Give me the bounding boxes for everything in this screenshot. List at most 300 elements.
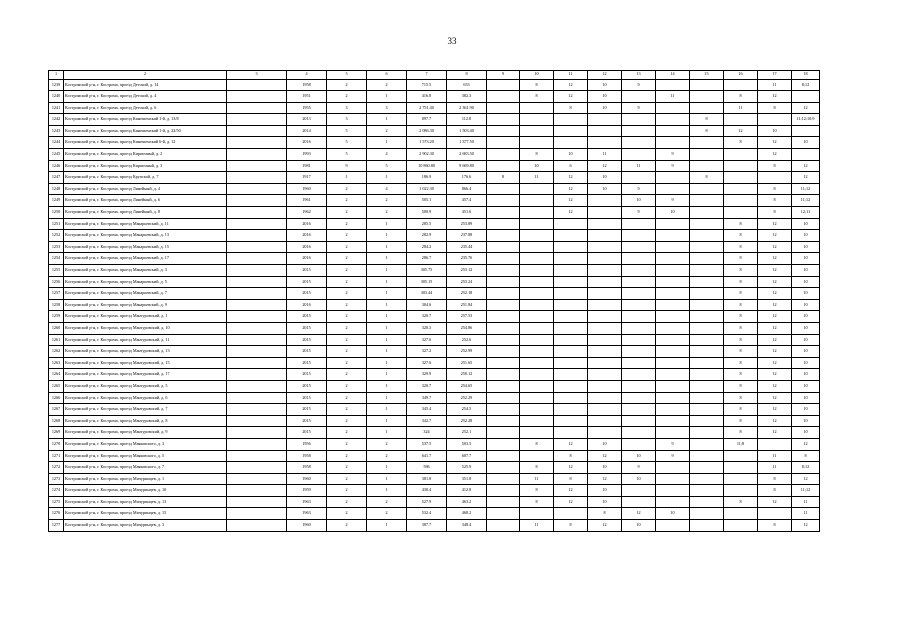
table-cell xyxy=(554,357,588,369)
table-cell xyxy=(690,241,724,253)
table-cell: 2 086.30 xyxy=(407,125,447,137)
table-cell: 5 xyxy=(367,160,407,172)
table-cell: 2 xyxy=(327,299,367,311)
table-cell: 8 xyxy=(724,311,758,323)
table-cell xyxy=(588,392,622,404)
address-cell: Костромской р-н, г. Кострома, проезд Мичуринцев, д. 10 xyxy=(64,485,227,497)
table-cell: 10 xyxy=(656,207,690,219)
table-cell: 250.12 xyxy=(447,369,487,381)
table-cell: 282.9 xyxy=(407,230,447,242)
table-cell: 8 xyxy=(724,265,758,277)
table-cell: 1 xyxy=(367,230,407,242)
table-cell xyxy=(520,404,554,416)
table-cell xyxy=(554,427,588,439)
row-number-cell: 1272 xyxy=(49,462,64,474)
table-cell: 2 xyxy=(367,450,407,462)
table-cell: 10 xyxy=(588,91,622,103)
table-cell xyxy=(690,369,724,381)
table-cell xyxy=(622,380,656,392)
table-row xyxy=(49,473,820,485)
table-cell: 12 xyxy=(758,230,792,242)
column-number-header: 2 xyxy=(64,71,227,80)
address-cell: Костромской р-н, г. Кострома, проезд Линейный, д. 4 xyxy=(64,183,227,195)
table-cell xyxy=(690,149,724,161)
table-cell xyxy=(724,520,758,532)
address-cell: Костромской р-н, г. Кострома, проезд Мичуринцев, д. 3 xyxy=(64,520,227,532)
row-number-cell: 1275 xyxy=(49,496,64,508)
table-cell: 12 xyxy=(758,427,792,439)
table-cell xyxy=(487,322,520,334)
table-cell xyxy=(656,253,690,265)
table-cell xyxy=(520,183,554,195)
table-cell xyxy=(520,369,554,381)
table-cell: 2015 xyxy=(287,415,327,427)
row-number-cell: 1249 xyxy=(49,195,64,207)
table-cell xyxy=(588,218,622,230)
table-cell: 9 xyxy=(327,160,367,172)
column-number-header: 16 xyxy=(724,71,758,80)
table-cell xyxy=(227,369,287,381)
table-cell xyxy=(758,438,792,450)
table-cell xyxy=(690,404,724,416)
table-cell: 2 xyxy=(367,79,407,91)
table-cell xyxy=(487,288,520,300)
table-cell: 12 xyxy=(622,508,656,520)
table-cell xyxy=(622,241,656,253)
table-cell xyxy=(588,207,622,219)
address-cell: Костромской р-н, г. Кострома, проезд Мантуровский, д. 13 xyxy=(64,346,227,358)
table-cell: 4 xyxy=(367,149,407,161)
table-cell xyxy=(724,462,758,474)
table-cell xyxy=(487,415,520,427)
table-cell: 8 xyxy=(520,485,554,497)
table-cell: 8 xyxy=(520,462,554,474)
table-cell: 2 xyxy=(327,380,367,392)
table-cell: 715.5 xyxy=(407,79,447,91)
table-cell: 2014 xyxy=(287,125,327,137)
table-cell xyxy=(622,91,656,103)
table-cell: 8 xyxy=(724,276,758,288)
table-cell: 12 xyxy=(758,311,792,323)
table-cell xyxy=(554,137,588,149)
row-number-cell: 1243 xyxy=(49,125,64,137)
table-cell xyxy=(690,334,724,346)
table-cell: 457.4 xyxy=(447,195,487,207)
table-cell xyxy=(588,137,622,149)
table-cell xyxy=(656,218,690,230)
table-cell xyxy=(690,137,724,149)
table-cell xyxy=(487,79,520,91)
table-cell xyxy=(487,462,520,474)
table-cell: 12 xyxy=(758,218,792,230)
table-cell xyxy=(227,276,287,288)
table-cell xyxy=(656,114,690,126)
table-cell: 12 xyxy=(758,346,792,358)
housing-register-table xyxy=(48,70,820,532)
table-cell: 345.4 xyxy=(407,404,447,416)
table-cell: 3 xyxy=(327,114,367,126)
table-cell: 2015 xyxy=(287,427,327,439)
table-cell: 324 xyxy=(407,427,447,439)
column-number-header: 9 xyxy=(487,71,520,80)
table-cell: 2 xyxy=(327,357,367,369)
table-cell: 12 xyxy=(554,79,588,91)
table-cell: 252.18 xyxy=(447,288,487,300)
table-cell: 2 xyxy=(327,508,367,520)
table-cell xyxy=(588,114,622,126)
row-number-cell: 1260 xyxy=(49,322,64,334)
table-cell: 305.75 xyxy=(407,265,447,277)
table-cell: 12 xyxy=(554,172,588,184)
table-cell xyxy=(227,79,287,91)
table-cell xyxy=(690,450,724,462)
table-cell xyxy=(227,346,287,358)
table-cell xyxy=(656,265,690,277)
table-cell: 12 xyxy=(588,450,622,462)
table-row xyxy=(49,253,820,265)
table-cell: 1955 xyxy=(287,102,327,114)
table-cell: 1960 xyxy=(287,473,327,485)
table-cell xyxy=(487,404,520,416)
column-number-header: 6 xyxy=(367,71,407,80)
table-cell xyxy=(588,415,622,427)
table-cell: 3 xyxy=(367,102,407,114)
table-cell: 2015 xyxy=(287,265,327,277)
table-cell: 9 669.80 xyxy=(447,160,487,172)
table-cell: 8 xyxy=(690,114,724,126)
table-cell xyxy=(487,102,520,114)
table-cell: 10 xyxy=(588,438,622,450)
row-number-cell: 1268 xyxy=(49,415,64,427)
table-cell xyxy=(656,230,690,242)
table-cell xyxy=(656,380,690,392)
table-cell: 12 xyxy=(758,91,792,103)
table-cell xyxy=(227,520,287,532)
address-cell: Костромской р-н, г. Кострома, проезд Мичуринцев, д. 1 xyxy=(64,473,227,485)
table-cell: 463.2 xyxy=(447,496,487,508)
table-cell xyxy=(227,195,287,207)
row-number-cell: 1258 xyxy=(49,299,64,311)
table-cell xyxy=(588,253,622,265)
table-row xyxy=(49,241,820,253)
address-cell: Костромской р-н, г. Кострома, проезд Мичуринцев, д. 13 xyxy=(64,496,227,508)
table-row xyxy=(49,265,820,277)
table-cell xyxy=(227,334,287,346)
table-cell xyxy=(487,114,520,126)
table-cell xyxy=(554,114,588,126)
table-cell: 8 xyxy=(724,241,758,253)
table-row xyxy=(49,392,820,404)
table-cell: 1 xyxy=(367,114,407,126)
table-cell: 2 xyxy=(327,253,367,265)
table-cell xyxy=(690,288,724,300)
table-cell xyxy=(588,265,622,277)
table-cell xyxy=(656,137,690,149)
table-cell: 2 xyxy=(327,183,367,195)
table-cell xyxy=(554,334,588,346)
table-cell: 257.53 xyxy=(447,311,487,323)
table-cell: 1961 xyxy=(287,195,327,207)
page-number: 33 xyxy=(447,36,457,46)
table-cell: 2 xyxy=(327,404,367,416)
table-cell xyxy=(588,380,622,392)
table-cell: 607.7 xyxy=(447,450,487,462)
table-cell: 430.4 xyxy=(407,485,447,497)
table-cell: 468.2 xyxy=(447,508,487,520)
table-cell: 381.8 xyxy=(407,473,447,485)
address-cell: Костромской р-н, г. Кострома, проезд Макарьевский, д. 3 xyxy=(64,265,227,277)
table-cell xyxy=(588,299,622,311)
table-cell xyxy=(487,346,520,358)
table-cell: 11 xyxy=(520,172,554,184)
table-cell: 1981 xyxy=(287,160,327,172)
table-cell xyxy=(554,125,588,137)
table-cell: 254.86 xyxy=(447,322,487,334)
table-cell xyxy=(690,91,724,103)
table-cell xyxy=(622,357,656,369)
table-cell: 2016 xyxy=(287,230,327,242)
table-cell xyxy=(690,462,724,474)
row-number-cell: 1270 xyxy=(49,438,64,450)
table-cell: 2 xyxy=(327,288,367,300)
table-cell xyxy=(227,149,287,161)
table-cell xyxy=(520,137,554,149)
table-cell xyxy=(622,137,656,149)
table-row xyxy=(49,404,820,416)
table-cell xyxy=(588,241,622,253)
table-cell xyxy=(227,288,287,300)
table-cell xyxy=(227,496,287,508)
table-cell: 1 xyxy=(367,218,407,230)
table-cell: 327.2 xyxy=(407,346,447,358)
table-cell: 2 xyxy=(327,346,367,358)
table-cell: 12 xyxy=(792,438,820,450)
table-cell: 12 xyxy=(554,195,588,207)
table-cell xyxy=(656,79,690,91)
table-cell xyxy=(520,415,554,427)
column-number-header: 5 xyxy=(327,71,367,80)
table-cell: 285.5 xyxy=(407,218,447,230)
table-cell xyxy=(690,427,724,439)
table-cell xyxy=(656,241,690,253)
column-number-header: 4 xyxy=(287,71,327,80)
table-cell: 525.9 xyxy=(447,462,487,474)
table-cell: 2 xyxy=(367,438,407,450)
table-cell: 527.9 xyxy=(407,496,447,508)
table-cell xyxy=(487,299,520,311)
row-number-cell: 1259 xyxy=(49,311,64,323)
table-cell: 2015 xyxy=(287,322,327,334)
address-cell: Костромской р-н, г. Кострома, проезд Мантуровский, д. 8 xyxy=(64,415,227,427)
table-row xyxy=(49,207,820,219)
column-number-header: 18 xyxy=(792,71,820,80)
table-row xyxy=(49,334,820,346)
table-cell: 451.6 xyxy=(447,207,487,219)
table-cell xyxy=(792,125,820,137)
table-cell xyxy=(656,311,690,323)
table-cell: 2 xyxy=(327,427,367,439)
table-cell xyxy=(520,253,554,265)
table-cell xyxy=(520,357,554,369)
table-row xyxy=(49,450,820,462)
table-cell: 387.7 xyxy=(407,520,447,532)
table-cell: 10 xyxy=(792,265,820,277)
table-cell: 11 xyxy=(758,79,792,91)
table-cell xyxy=(227,299,287,311)
table-cell xyxy=(724,195,758,207)
table-cell: 8 xyxy=(758,207,792,219)
table-cell xyxy=(656,520,690,532)
table-cell: 12 xyxy=(758,404,792,416)
table-cell xyxy=(554,253,588,265)
table-cell: 2013 xyxy=(287,114,327,126)
table-cell xyxy=(690,265,724,277)
table-cell: 653 xyxy=(447,79,487,91)
address-cell: Костромской р-н, г. Кострома, проезд Мантуровский, д. 15 xyxy=(64,357,227,369)
table-cell: 11 xyxy=(792,508,820,520)
table-cell: 8;12 xyxy=(792,79,820,91)
table-cell xyxy=(588,288,622,300)
table-cell: 9 xyxy=(656,149,690,161)
row-number-cell: 1269 xyxy=(49,427,64,439)
table-cell: 2016 xyxy=(287,137,327,149)
table-row xyxy=(49,357,820,369)
table-cell xyxy=(487,380,520,392)
table-cell: 11;8 xyxy=(724,438,758,450)
table-cell xyxy=(622,311,656,323)
table-cell: 2 xyxy=(327,369,367,381)
table-cell xyxy=(520,265,554,277)
table-cell: 10 xyxy=(792,311,820,323)
table-cell: 235.76 xyxy=(447,253,487,265)
table-cell: 2 xyxy=(327,392,367,404)
table-cell: 8 xyxy=(758,160,792,172)
table-cell xyxy=(656,427,690,439)
table-cell xyxy=(690,322,724,334)
table-cell: 10 xyxy=(656,508,690,520)
row-number-cell: 1240 xyxy=(49,91,64,103)
table-cell xyxy=(724,450,758,462)
table-cell xyxy=(588,346,622,358)
table-cell xyxy=(487,218,520,230)
address-cell: Костромской р-н, г. Кострома, проезд Макарьевский, д. 11 xyxy=(64,218,227,230)
address-cell: Костромской р-н, г. Кострома, проезд Кинешемский 6-й, д. 12 xyxy=(64,137,227,149)
table-cell: 8 xyxy=(487,172,520,184)
table-cell: 2 361.90 xyxy=(447,102,487,114)
table-row xyxy=(49,520,820,532)
address-cell: Костромской р-н, г. Кострома, проезд Маяковского, д. 5 xyxy=(64,450,227,462)
table-row xyxy=(49,438,820,450)
table-cell: 8 xyxy=(520,149,554,161)
table-cell xyxy=(520,450,554,462)
table-cell xyxy=(554,288,588,300)
table-cell: 8 xyxy=(758,520,792,532)
table-cell: 1 xyxy=(367,137,407,149)
table-row xyxy=(49,485,820,497)
table-cell: 12 xyxy=(554,91,588,103)
table-cell xyxy=(227,160,287,172)
table-cell xyxy=(690,207,724,219)
table-cell: 9 xyxy=(656,450,690,462)
table-cell: 1993 xyxy=(287,149,327,161)
table-cell: 12 xyxy=(554,496,588,508)
table-cell: 8 xyxy=(724,322,758,334)
table-cell: 9 xyxy=(622,207,656,219)
table-cell: 12 xyxy=(758,149,792,161)
table-row xyxy=(49,125,820,137)
table-cell: 2 xyxy=(327,265,367,277)
table-cell xyxy=(588,357,622,369)
table-cell xyxy=(622,125,656,137)
table-cell: 8 xyxy=(520,496,554,508)
table-cell: 251.84 xyxy=(447,299,487,311)
table-cell xyxy=(487,160,520,172)
table-cell xyxy=(622,438,656,450)
table-cell: 252.6 xyxy=(447,334,487,346)
column-number-header: 3 xyxy=(227,71,287,80)
table-cell: 11 xyxy=(758,462,792,474)
table-cell xyxy=(520,508,554,520)
table-cell xyxy=(520,288,554,300)
table-cell xyxy=(554,392,588,404)
table-row xyxy=(49,496,820,508)
table-cell xyxy=(690,160,724,172)
row-number-cell: 1251 xyxy=(49,218,64,230)
table-cell xyxy=(227,241,287,253)
table-cell: 235.44 xyxy=(447,241,487,253)
table-cell xyxy=(487,207,520,219)
table-cell xyxy=(656,462,690,474)
column-number-header: 7 xyxy=(407,71,447,80)
table-cell: 2 xyxy=(327,218,367,230)
table-cell: 8 xyxy=(724,496,758,508)
table-cell xyxy=(227,485,287,497)
table-cell xyxy=(622,392,656,404)
row-number-cell: 1274 xyxy=(49,485,64,497)
table-cell: 12 xyxy=(588,160,622,172)
table-cell xyxy=(758,114,792,126)
table-cell: 8 xyxy=(724,392,758,404)
table-cell xyxy=(690,392,724,404)
table-cell xyxy=(227,311,287,323)
row-number-cell: 1253 xyxy=(49,241,64,253)
table-row xyxy=(49,369,820,381)
table-cell xyxy=(487,334,520,346)
table-row xyxy=(49,102,820,114)
table-cell xyxy=(724,508,758,520)
table-cell: 1 xyxy=(367,334,407,346)
table-cell xyxy=(690,102,724,114)
table-cell: 176.6 xyxy=(447,172,487,184)
table-cell xyxy=(690,183,724,195)
table-cell: 2 xyxy=(367,207,407,219)
table-cell xyxy=(227,438,287,450)
table-cell: 284.2 xyxy=(407,241,447,253)
table-cell: 897.7 xyxy=(407,114,447,126)
table-cell: 10 xyxy=(792,288,820,300)
table-row xyxy=(49,415,820,427)
table-cell: 12 xyxy=(758,369,792,381)
table-cell xyxy=(227,462,287,474)
table-cell xyxy=(520,125,554,137)
table-cell: 12 xyxy=(758,265,792,277)
row-number-cell: 1242 xyxy=(49,114,64,126)
table-cell: 1 xyxy=(367,91,407,103)
table-cell: 12 xyxy=(758,392,792,404)
table-cell xyxy=(656,392,690,404)
table-cell xyxy=(588,404,622,416)
table-cell: 1 xyxy=(367,172,407,184)
